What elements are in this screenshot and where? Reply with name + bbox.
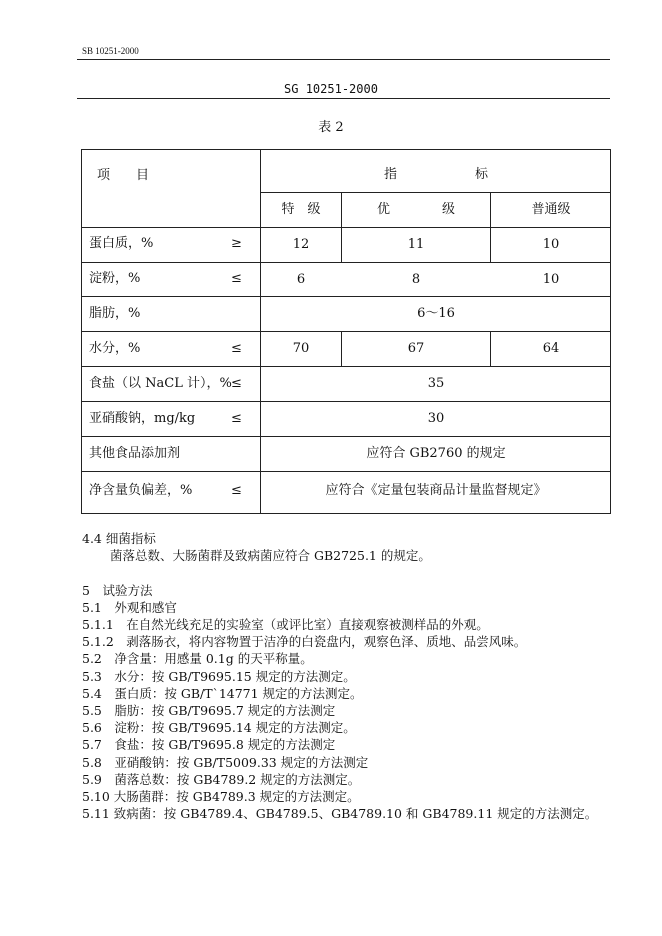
row-name-additives: 其他食品添加剂 — [89, 446, 181, 461]
value-starch-ordinary: 10 — [542, 272, 560, 287]
header-item: 项 目 — [97, 168, 150, 183]
section-5-10: 5.10 大肠菌群：按 GB4789.3 规定的方法测定。 — [82, 789, 360, 805]
value-starch-excellent: 8 — [411, 272, 421, 287]
header-rule-bottom — [77, 98, 610, 99]
value-fat: 6～16 — [417, 306, 455, 321]
value-net-content: 应符合《定量包装商品计量监督规定》 — [325, 483, 547, 498]
row-name-net-content: 净含量负偏差，% — [89, 483, 193, 498]
section-5-5: 5.5 脂肪：按 GB/T9695.7 规定的方法测定 — [82, 703, 336, 719]
grade-premium: 特 级 — [281, 202, 321, 217]
value-additives: 应符合 GB2760 的规定 — [366, 446, 506, 461]
value-protein-ordinary: 10 — [542, 237, 560, 252]
row-op-nitrite: ≤ — [231, 411, 242, 426]
section-4-4-title: 4.4 细菌指标 — [82, 531, 156, 546]
document-code: SB 10251-2000 — [82, 46, 139, 56]
section-5-1-1: 5.1.1 在自然光线充足的实验室（或评比室）直接观察被测样品的外观。 — [82, 617, 489, 633]
row-name-fat: 脂肪，% — [89, 306, 141, 321]
row-op-moisture: ≤ — [231, 341, 242, 356]
value-protein-excellent: 11 — [407, 237, 425, 252]
header-rule-top — [77, 59, 610, 60]
section-5-11: 5.11 致病菌：按 GB4789.4、GB4789.5、GB4789.10 和 GB4789.11 规定的方法测定。 — [82, 806, 598, 822]
section-5-6: 5.6 淀粉：按 GB/T9695.14 规定的方法测定。 — [82, 720, 356, 736]
row-name-moisture: 水分，% — [89, 341, 141, 356]
value-nitrite: 30 — [427, 411, 445, 426]
section-5-title: 5 试验方法 — [82, 582, 153, 598]
section-5-7: 5.7 食盐：按 GB/T9695.8 规定的方法测定 — [82, 737, 336, 753]
value-moisture-ordinary: 64 — [542, 341, 560, 356]
grade-ordinary: 普通级 — [531, 202, 571, 217]
section-5-8: 5.8 亚硝酸钠：按 GB/T5009.33 规定的方法测定 — [82, 754, 369, 770]
value-protein-premium: 12 — [292, 237, 310, 252]
value-moisture-premium: 70 — [292, 341, 310, 356]
value-starch-premium: 6 — [296, 272, 306, 287]
blank-line — [82, 564, 642, 581]
section-5-4: 5.4 蛋白质：按 GB/T`14771 规定的方法测定。 — [82, 685, 363, 701]
section-5-3: 5.3 水分：按 GB/T9695.15 规定的方法测定。 — [82, 668, 356, 684]
row-name-starch: 淀粉，% — [89, 271, 141, 286]
section-5-1-2: 5.1.2 剥落肠衣，将内容物置于洁净的白瓷盘内，观察色泽、质地、品尝风味。 — [82, 634, 527, 650]
section-5-2: 5.2 净含量：用感量 0.1g 的天平称量。 — [82, 651, 313, 667]
row-name-salt: 食盐（以 NaCL 计），% — [89, 376, 232, 391]
body-text — [82, 530, 642, 822]
specification-table — [81, 149, 611, 514]
row-op-protein: ≥ — [231, 236, 242, 251]
row-op-salt: ≤ — [231, 376, 242, 391]
grade-excellent: 优 级 — [376, 202, 455, 217]
row-op-net-content: ≤ — [231, 483, 242, 498]
section-5-9: 5.9 菌落总数：按 GB4789.2 规定的方法测定。 — [82, 771, 361, 787]
value-moisture-excellent: 67 — [407, 341, 425, 356]
standard-number: SG 10251-2000 — [284, 82, 378, 96]
row-op-starch: ≤ — [231, 271, 242, 286]
section-4-4-text: 菌落总数、大肠菌群及致病菌应符合 GB2725.1 的规定。 — [110, 548, 431, 564]
header-index: 指 标 — [383, 167, 488, 182]
table-caption: 表 2 — [318, 120, 344, 135]
section-5-1: 5.1 外观和感官 — [82, 599, 177, 615]
value-salt: 35 — [427, 376, 445, 391]
row-name-protein: 蛋白质，% — [89, 236, 154, 251]
row-name-nitrite: 亚硝酸钠，mg/kg — [89, 411, 196, 426]
